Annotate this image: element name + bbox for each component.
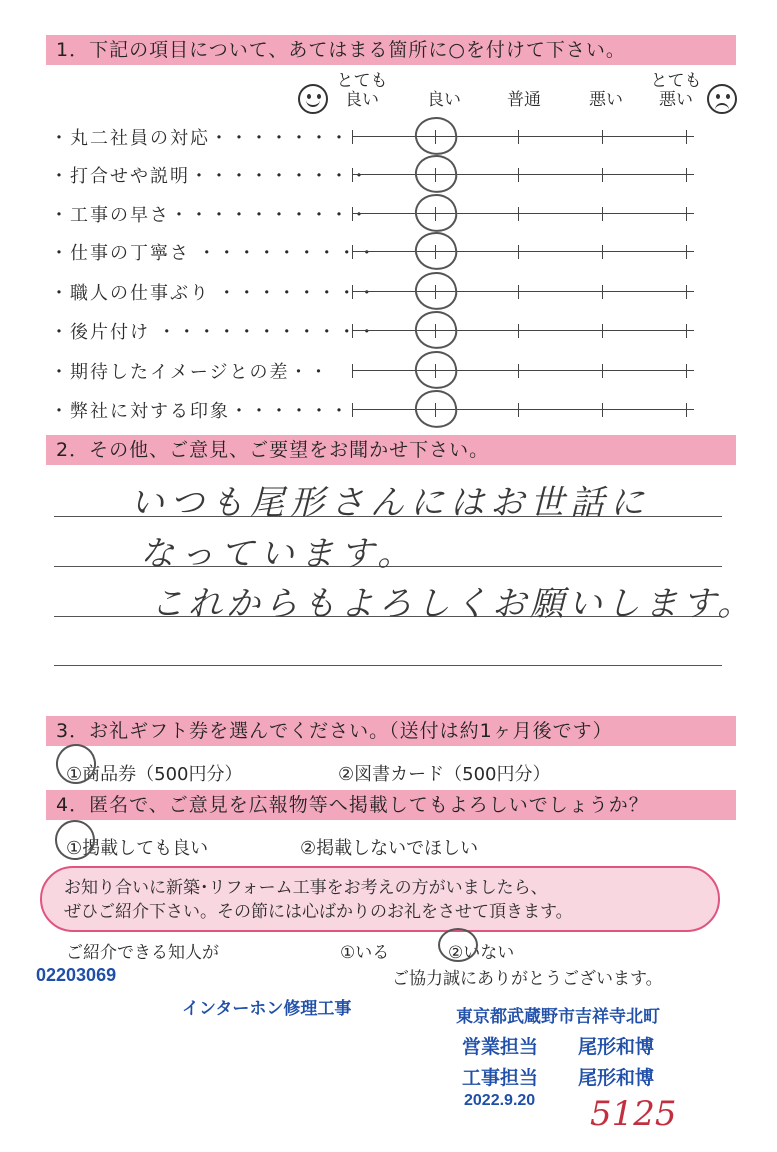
scale-tick	[602, 130, 603, 144]
scale-tick	[518, 207, 519, 221]
smile-face-icon	[298, 84, 328, 114]
scale-very-good: とても 良い	[336, 71, 388, 110]
scale-tick	[518, 364, 519, 378]
scale-tick	[686, 207, 687, 221]
thanks-text: ご協力誠にありがとうございます。	[392, 969, 663, 989]
scale-tick	[518, 130, 519, 144]
scale-tick	[352, 245, 353, 259]
scale-tick	[518, 245, 519, 259]
scale-tick	[602, 403, 603, 417]
scale-tick	[352, 285, 353, 299]
rating-selection-mark	[413, 348, 460, 391]
rating-selection-mark	[413, 269, 460, 312]
scale-tick	[518, 403, 519, 417]
rating-scale-line	[352, 251, 694, 252]
rating-scale-line	[352, 330, 694, 331]
scale-normal: 普通	[507, 90, 541, 110]
survey-id: 02203069	[36, 965, 117, 985]
referral-option-1: ①いる	[340, 943, 390, 963]
referral-option-2: ②いない	[448, 943, 515, 963]
frown-face-icon	[707, 84, 737, 114]
gift-option-2: ②図書カード（500円分）	[338, 764, 551, 785]
scale-tick	[602, 207, 603, 221]
scale-tick	[352, 324, 353, 338]
comment-line-1: いつも尾形さんにはお世話に	[130, 483, 650, 523]
scale-tick	[686, 168, 687, 182]
rating-label: ・期待したイメージとの差・・	[50, 362, 330, 383]
scale-bad: 悪い	[589, 90, 623, 110]
section2-title: 2．その他、ご意見、ご要望をお聞かせ下さい。	[46, 435, 736, 465]
scale-tick	[352, 168, 353, 182]
rating-scale-line	[352, 370, 694, 371]
rating-label: ・打合せや説明・・・・・・・・・	[50, 166, 370, 187]
rating-selection-mark	[413, 387, 460, 430]
comment-line-2: なっています。	[140, 534, 418, 574]
rating-scale-line	[352, 174, 694, 175]
sales-name: 尾形和博	[578, 1037, 655, 1058]
scale-tick	[686, 324, 687, 338]
scale-tick	[518, 168, 519, 182]
publish-option-2: ②掲載しないでほしい	[300, 838, 479, 859]
scale-tick	[686, 403, 687, 417]
rating-selection-mark	[413, 191, 460, 234]
work-type: インターホン修理工事	[182, 999, 352, 1018]
rating-scale-line	[352, 291, 694, 292]
scale-tick	[602, 245, 603, 259]
section1-title: 1．下記の項目について、あてはまる箇所に○を付けて下さい。	[46, 35, 736, 65]
referral-line-2: ぜひご紹介下さい。その節には心ばかりのお礼をさせて頂きます。	[64, 902, 573, 922]
comment-line-3: これからもよろしくお願いします。	[150, 584, 756, 624]
scale-tick	[518, 324, 519, 338]
handwritten-number: 5125	[590, 1094, 677, 1134]
rating-label: ・後片付け ・・・・・・・・・・・	[50, 322, 378, 343]
scale-very-bad: とても 悪い	[650, 71, 702, 110]
scale-good: 良い	[427, 90, 461, 110]
rating-selection-mark	[413, 152, 460, 195]
referral-line-1: お知り合いに新築･リフォーム工事をお考えの方がいましたら、	[64, 878, 548, 898]
write-line	[54, 665, 722, 666]
rating-selection-mark	[413, 229, 460, 272]
rating-label: ・職人の仕事ぶり ・・・・・・・・	[50, 283, 378, 304]
scale-tick	[602, 285, 603, 299]
address: 東京都武蔵野市吉祥寺北町	[456, 1007, 660, 1026]
scale-tick	[602, 324, 603, 338]
rating-label: ・仕事の丁寧さ ・・・・・・・・・	[50, 243, 378, 264]
rating-label: ・工事の早さ・・・・・・・・・・	[50, 205, 370, 226]
rating-scale-line	[352, 213, 694, 214]
sales-label: 営業担当	[462, 1037, 539, 1058]
scale-tick	[686, 130, 687, 144]
stamp-date: 2022.9.20	[464, 1092, 536, 1109]
referral-question: ご紹介できる知人が	[66, 943, 219, 963]
scale-tick	[686, 364, 687, 378]
referral-selection-mark	[438, 928, 478, 962]
scale-tick	[352, 130, 353, 144]
scale-tick	[686, 285, 687, 299]
scale-tick	[602, 364, 603, 378]
rating-label: ・丸二社員の対応・・・・・・・	[50, 128, 350, 149]
rating-scale-line	[352, 409, 694, 410]
scale-tick	[518, 285, 519, 299]
scale-tick	[352, 403, 353, 417]
construction-name: 尾形和博	[578, 1068, 655, 1089]
rating-label: ・弊社に対する印象・・・・・・	[50, 401, 350, 422]
section3-title: 3．お礼ギフト券を選んでください。（送付は約1ヶ月後です）	[46, 716, 736, 746]
scale-tick	[686, 245, 687, 259]
section4-title: 4．匿名で、ご意見を広報物等へ掲載してもよろしいでしょうか？	[46, 790, 736, 820]
rating-selection-mark	[413, 308, 460, 351]
gift-option-1: ①商品券（500円分）	[66, 764, 243, 785]
rating-scale-line	[352, 136, 694, 137]
construction-label: 工事担当	[462, 1068, 539, 1089]
publish-option-1: ①掲載しても良い	[66, 838, 209, 859]
referral-box	[40, 866, 720, 932]
scale-tick	[352, 207, 353, 221]
rating-selection-mark	[413, 114, 460, 157]
scale-tick	[602, 168, 603, 182]
scale-tick	[352, 364, 353, 378]
